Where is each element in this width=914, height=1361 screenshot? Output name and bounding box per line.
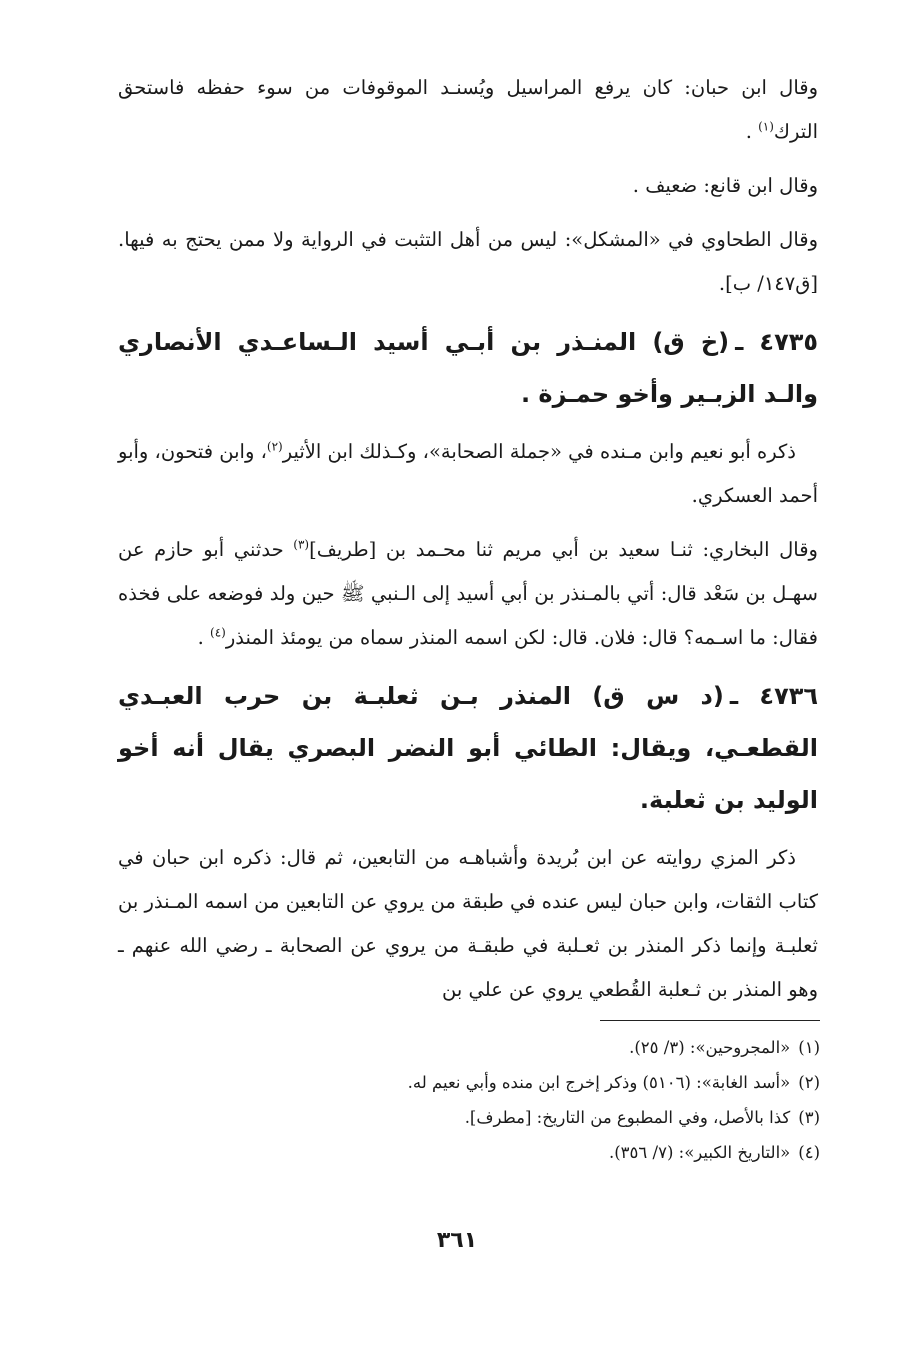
footnote-text: «المجروحين»: (٣/ ٢٥). [629, 1038, 791, 1057]
footnote-4 [120, 1135, 820, 1170]
paragraph-text: وقال ابن حبان: كان يرفع المراسيل ويُسنـد الموقوفات من سوء حفظه فاستحق الترك [118, 76, 818, 143]
footnote-1 [120, 1030, 820, 1065]
footnotes-section [120, 1030, 820, 1170]
paragraph-mizzi: ذكر المزي روايته عن ابن بُريدة وأشباهـه من التابعين، ثم قال: ذكره ابن حبان في كتاب الثقات، وابن حبان ليس عنده في طبقة من يروي عن التابعين من اسمه المـنذر بن ثعلبـة وإنما ذكر المنذر بن ثعـلبة في طبقـة من يروي عن الصحابة ـ رضي الله عنهم ـ وهو المنذر بن ثـعلبة القُطعي يروي عن علي بن [118, 846, 818, 1001]
paragraph-end: . [197, 626, 210, 649]
paragraph-text: وقال البخاري: ثنـا سعيد بن أبي مريم ثنا محـمد بن [طريف] [309, 538, 818, 561]
footnote-number: (١) [798, 1038, 820, 1057]
footnote-text: «أسد الغابة»: (٥١٠٦) وذكر إخرج ابن منده وأبي نعيم له. [407, 1073, 791, 1092]
footnote-number: (٤) [798, 1143, 820, 1162]
paragraph-ibn-qani: وقال ابن قانع: ضعيف . [632, 174, 818, 197]
paragraph-text: ذكره أبو نعيم وابن مـنده في «جملة الصحابة»، وكـذلك ابن الأثير [282, 440, 796, 463]
footnote-divider [600, 1020, 820, 1021]
page-number: ٣٦١ [436, 1228, 478, 1253]
footnote-text: كذا بالأصل، وفي المطبوع من التاريخ: [مطرف]. [464, 1108, 791, 1127]
paragraph-abu-nuaym [118, 430, 818, 518]
footnote-ref-2[interactable]: (٢) [266, 439, 283, 454]
entry-number: ٤٧٣٥ ـ [735, 328, 819, 356]
paragraph-text-continued: حدثني أبو حازم عن سهـل بن سَعْد قال: أتي بالمـنذر بن أبي أسيد إلى الـنبي ﷺ حين ولد فوضعه على فخذه فقال: ما اسـمه؟ قال: فلان. قال: لكن اسمه المنذر سماه من يومئذ المنذر [118, 538, 818, 649]
footnote-text: «التاريخ الكبير»: (٧/ ٣٥٦). [608, 1143, 791, 1162]
footnote-ref-3[interactable]: (٣) [293, 537, 310, 552]
footnote-ref-4[interactable]: (٤) [210, 625, 226, 640]
paragraph-end: . [745, 120, 759, 143]
footnote-number: (٢) [798, 1073, 820, 1092]
paragraph-tahawi: وقال الطحاوي في «المشكل»: ليس من أهل التثبت في الرواية ولا ممن يحتج به فيها. [ق١٤٧/ ب]. [118, 228, 818, 295]
paragraph-ibn-hibban [118, 66, 818, 154]
page-body [118, 66, 818, 1022]
entry-heading-4735 [118, 316, 818, 420]
paragraph-end: ، وابن فتحون، وأبو أحمد العسكري. [118, 440, 818, 507]
entry-title: (خ ق) المنـذر بن أبـي أسيد الـساعـدي الأنصاري والـد الزبـير وأخو حمـزة . [118, 328, 818, 408]
footnote-3 [120, 1100, 820, 1135]
footnote-number: (٣) [798, 1108, 820, 1127]
paragraph-bukhari [118, 528, 818, 660]
entry-number: ٤٧٣٦ ـ [729, 682, 819, 710]
footnote-2 [120, 1065, 820, 1100]
entry-title: (د س ق) المنذر بـن ثعلبـة بن حرب العبـدي القطعـي، ويقال: الطائي أبو النضر البصري يقال أنه أخو الوليد بن ثعلبة. [118, 682, 818, 814]
footnote-ref-1[interactable]: (١) [758, 119, 774, 134]
entry-heading-4736 [118, 670, 818, 826]
